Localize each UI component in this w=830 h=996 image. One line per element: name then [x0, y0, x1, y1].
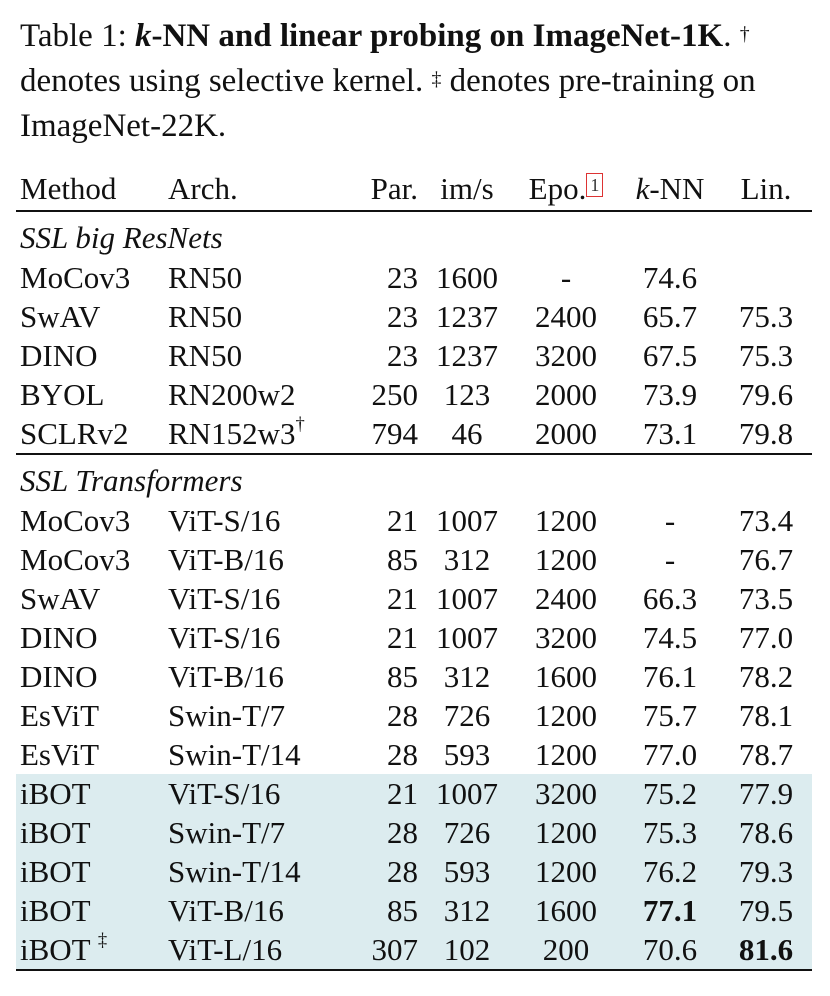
cell-knn: 74.6	[642, 259, 698, 295]
cell-knn: 75.7	[642, 697, 698, 733]
header-throughput: im/s	[422, 164, 512, 211]
cell-params: 85	[387, 541, 418, 577]
arch-name: ViT-B/16	[168, 658, 284, 694]
cell-knn: 73.9	[642, 376, 698, 412]
table-body	[16, 211, 812, 970]
cell-arch	[164, 735, 344, 774]
footnote-link[interactable]: 1	[586, 173, 603, 197]
arch-name: ViT-S/16	[168, 775, 281, 811]
cell-throughput: 726	[443, 697, 491, 733]
cell-arch	[164, 696, 344, 735]
cell-throughput: 1237	[436, 337, 498, 373]
cell-linear: 73.4	[738, 502, 794, 538]
cell-params: 21	[387, 502, 418, 538]
cell-method	[16, 891, 164, 930]
cell-epochs: 3200	[512, 774, 620, 813]
cell-linear: 77.9	[720, 774, 812, 813]
arch-name: ViT-L/16	[168, 931, 283, 967]
cell-arch	[164, 540, 344, 579]
cell-arch	[164, 657, 344, 696]
cell-method	[16, 336, 164, 375]
cell-knn: 76.1	[642, 658, 698, 694]
header-method: Method	[16, 164, 164, 211]
cell-params: 28	[387, 697, 418, 733]
cell-params: 85	[344, 891, 422, 930]
method-name: iBOT	[20, 931, 91, 967]
caption-title: k-NN and linear probing on ImageNet-1K	[134, 18, 724, 54]
cell-epochs: 2000	[535, 376, 597, 412]
cell-method	[16, 852, 164, 891]
cell-throughput: 46	[422, 414, 512, 454]
cell-method	[16, 813, 164, 852]
cell-linear: 81.6	[720, 930, 812, 970]
cell-epochs: 2000	[512, 414, 620, 454]
header-knn: k-NN	[620, 164, 720, 211]
cell-knn: -	[664, 502, 676, 538]
table-row	[16, 852, 812, 891]
method-name: BYOL	[20, 376, 105, 412]
cell-knn: 67.5	[642, 337, 698, 373]
cell-arch	[164, 501, 344, 540]
cell-linear: 79.3	[720, 852, 812, 891]
cell-knn: 70.6	[620, 930, 720, 970]
method-name: SwAV	[20, 298, 101, 334]
cell-throughput: 726	[422, 813, 512, 852]
cell-params: 23	[387, 337, 418, 373]
table-row	[16, 735, 812, 774]
cell-params: 23	[387, 259, 418, 295]
cell-linear: 79.5	[720, 891, 812, 930]
table-row	[16, 414, 812, 454]
cell-throughput: 123	[443, 376, 491, 412]
cell-method	[16, 930, 164, 970]
table-caption: Table 1: k-NN and linear probing on ImageNet-1K. † denotes using selective kernel. ‡ denotes pre-training on ImageNet-22K.	[20, 18, 756, 144]
cell-epochs: 2400	[535, 298, 597, 334]
cell-arch	[164, 297, 344, 336]
cell-method	[16, 579, 164, 618]
cell-knn: 75.2	[620, 774, 720, 813]
cell-params: 28	[344, 852, 422, 891]
method-name: DINO	[20, 658, 98, 694]
table-row	[16, 813, 812, 852]
arch-name: RN50	[168, 298, 243, 334]
table-row	[16, 258, 812, 297]
table-row	[16, 657, 812, 696]
ddagger-mark: ‡	[431, 68, 442, 90]
cell-params: 21	[387, 619, 418, 655]
cell-epochs: 1200	[512, 852, 620, 891]
cell-epochs: 1600	[512, 891, 620, 930]
cell-params: 28	[344, 813, 422, 852]
cell-params: 23	[387, 298, 418, 334]
method-name: SCLRv2	[20, 415, 129, 451]
cell-knn: 77.1	[620, 891, 720, 930]
arch-name: ViT-S/16	[168, 619, 281, 655]
cell-linear: 75.3	[738, 337, 794, 373]
table-row	[16, 579, 812, 618]
cell-knn: 74.5	[642, 619, 698, 655]
arch-name: RN200w2	[168, 376, 296, 412]
cell-linear: 73.5	[738, 580, 794, 616]
cell-throughput: 1007	[422, 774, 512, 813]
cell-throughput: 312	[443, 658, 491, 694]
cell-throughput: 593	[422, 852, 512, 891]
cell-knn: 76.2	[620, 852, 720, 891]
dagger-note: denotes using selective kernel.	[20, 63, 432, 99]
table-row	[16, 891, 812, 930]
cell-arch	[164, 618, 344, 657]
cell-method	[16, 297, 164, 336]
table-row	[16, 375, 812, 414]
cell-method	[16, 375, 164, 414]
section-header-row	[16, 211, 812, 258]
ddagger-note: denotes pre-training on ImageNet-22K.	[20, 63, 756, 144]
method-name: iBOT	[20, 814, 91, 850]
cell-throughput: 102	[422, 930, 512, 970]
table-row	[16, 297, 812, 336]
cell-arch	[164, 414, 344, 454]
cell-params: 85	[387, 658, 418, 694]
cell-arch	[164, 258, 344, 297]
cell-arch	[164, 336, 344, 375]
section-title: SSL Transformers	[20, 463, 243, 498]
cell-params: 21	[344, 774, 422, 813]
cell-arch	[164, 774, 344, 813]
method-name: SwAV	[20, 580, 101, 616]
cell-arch	[164, 375, 344, 414]
arch-name: ViT-B/16	[168, 892, 284, 928]
cell-throughput: 312	[443, 541, 491, 577]
cell-method	[16, 657, 164, 696]
arch-name: RN152w3	[168, 415, 296, 451]
cell-throughput: 312	[422, 891, 512, 930]
arch-name: ViT-B/16	[168, 541, 284, 577]
cell-knn: -	[664, 541, 676, 577]
dagger-mark: †	[739, 23, 750, 45]
cell-knn: 75.3	[620, 813, 720, 852]
arch-name: Swin-T/14	[168, 853, 301, 889]
cell-method	[16, 696, 164, 735]
method-name: EsViT	[20, 697, 100, 733]
cell-params: 307	[344, 930, 422, 970]
arch-name: Swin-T/7	[168, 814, 286, 850]
cell-linear: 78.6	[720, 813, 812, 852]
cell-throughput: 1007	[436, 580, 498, 616]
cell-epochs: 3200	[535, 619, 597, 655]
ddagger-mark: ‡	[97, 929, 108, 951]
cell-throughput: 1007	[436, 619, 498, 655]
cell-epochs: 1200	[535, 541, 597, 577]
cell-linear: 78.2	[738, 658, 794, 694]
cell-params: 794	[344, 414, 422, 454]
cell-linear	[720, 258, 812, 297]
cell-knn: 77.0	[642, 736, 698, 772]
table-row	[16, 696, 812, 735]
arch-name: RN50	[168, 337, 243, 373]
cell-arch	[164, 891, 344, 930]
cell-epochs: 1200	[535, 697, 597, 733]
cell-params: 250	[371, 376, 418, 412]
cell-linear: 75.3	[738, 298, 794, 334]
caption-label: Table 1:	[20, 18, 127, 54]
method-name: iBOT	[20, 892, 91, 928]
section-header-row	[16, 454, 812, 501]
method-name: MoCov3	[20, 502, 131, 538]
cell-knn: 65.7	[642, 298, 698, 334]
cell-epochs: 2400	[535, 580, 597, 616]
table-row	[16, 501, 812, 540]
cell-epochs: 1200	[512, 813, 620, 852]
method-name: DINO	[20, 619, 98, 655]
arch-name: ViT-S/16	[168, 580, 281, 616]
cell-linear: 79.6	[738, 376, 794, 412]
cell-linear: 76.7	[738, 541, 794, 577]
results-table	[16, 164, 812, 971]
cell-arch	[164, 930, 344, 970]
cell-arch	[164, 852, 344, 891]
table-row	[16, 540, 812, 579]
cell-linear: 78.7	[738, 736, 794, 772]
cell-epochs: 1200	[535, 502, 597, 538]
cell-arch	[164, 813, 344, 852]
cell-linear: 78.1	[738, 697, 794, 733]
header-linear: Lin.	[720, 164, 812, 211]
cell-epochs: 1200	[535, 736, 597, 772]
arch-name: Swin-T/14	[168, 736, 301, 772]
cell-epochs: -	[560, 259, 572, 295]
section-title: SSL big ResNets	[20, 220, 223, 255]
cell-knn: 73.1	[620, 414, 720, 454]
method-name: EsViT	[20, 736, 100, 772]
arch-name: RN50	[168, 259, 243, 295]
table-row	[16, 618, 812, 657]
table-header-row	[16, 164, 812, 211]
cell-arch	[164, 579, 344, 618]
cell-method	[16, 774, 164, 813]
dagger-mark: †	[295, 413, 305, 435]
cell-method	[16, 501, 164, 540]
cell-params: 21	[387, 580, 418, 616]
cell-linear: 79.8	[720, 414, 812, 454]
cell-method	[16, 540, 164, 579]
cell-linear: 77.0	[738, 619, 794, 655]
header-params: Par.	[344, 164, 422, 211]
table-row	[16, 774, 812, 813]
cell-throughput: 1007	[436, 502, 498, 538]
table-row	[16, 930, 812, 970]
table-row	[16, 336, 812, 375]
cell-epochs: 200	[512, 930, 620, 970]
method-name: iBOT	[20, 853, 91, 889]
method-name: iBOT	[20, 775, 91, 811]
cell-method	[16, 735, 164, 774]
cell-throughput: 1600	[436, 259, 498, 295]
cell-throughput: 593	[443, 736, 491, 772]
method-name: DINO	[20, 337, 98, 373]
method-name: MoCov3	[20, 259, 131, 295]
cell-method	[16, 414, 164, 454]
header-arch: Arch.	[164, 164, 344, 211]
arch-name: ViT-S/16	[168, 502, 281, 538]
cell-epochs: 1600	[535, 658, 597, 694]
cell-epochs: 3200	[535, 337, 597, 373]
cell-params: 28	[387, 736, 418, 772]
cell-method	[16, 258, 164, 297]
header-epochs: Epo. 1	[512, 164, 620, 211]
cell-method	[16, 618, 164, 657]
method-name: MoCov3	[20, 541, 131, 577]
arch-name: Swin-T/7	[168, 697, 286, 733]
cell-knn: 66.3	[642, 580, 698, 616]
cell-throughput: 1237	[436, 298, 498, 334]
